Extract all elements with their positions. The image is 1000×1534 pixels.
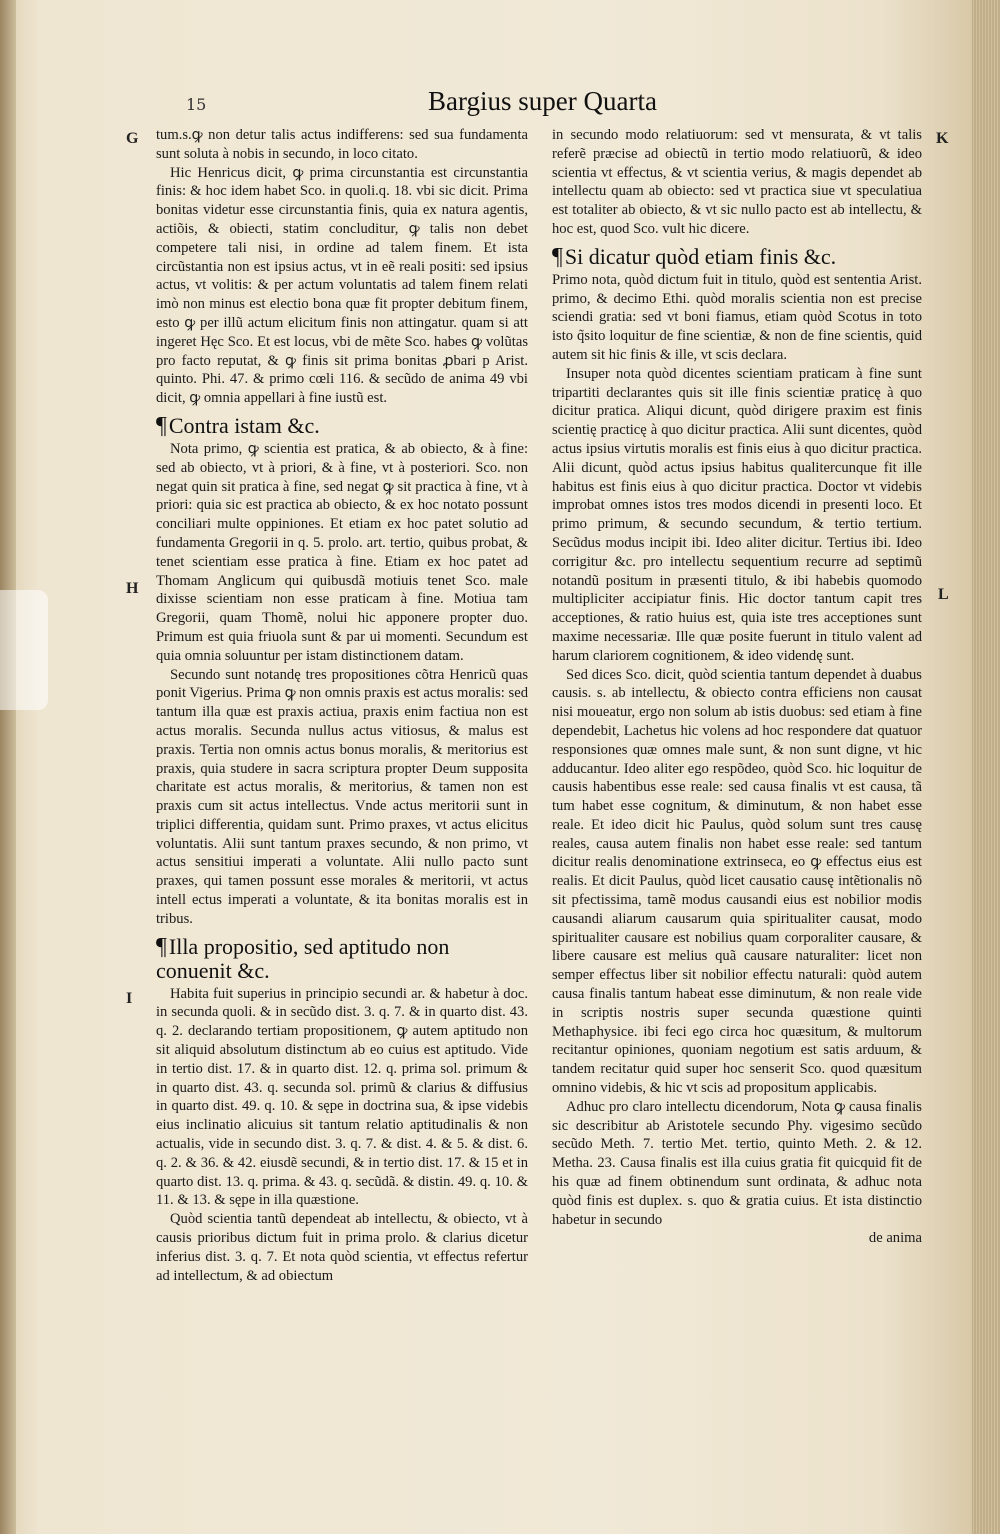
paragraph: tum.s.ꝙ non detur talis actus indifferens: sed sua fundamenta sunt soluta à nobis in secundo, in loco citato. (156, 127, 528, 162)
pilcrow-icon: ¶ (156, 412, 167, 439)
paragraph: in secundo modo relatiuorum: sed vt mensurata, & vt talis referẽ præcise ad obiectũ in tertio modo relatiuorũ, & ideo scientia vt effectus, & vt scientia verius, & magis dependet ab intellectu quam ab obiecto: sed vt practica siue vt speculatiua est totaliter ab obiecto, & vt sic nullo pacto est ab intellectu, & hoc est, quod Sco. vult hic dicere. (552, 127, 922, 237)
margin-letter: G (126, 130, 139, 147)
paragraph: Nota primo, ꝙ scientia est pratica, & ab obiecto, & à fine: sed ab obiecto, vt à priori, & à fine, vt à posteriori. Sco. non negat quin sit pratica à fine, sed negat ꝙ sit practica à fine, vt à priori: quia sic est practica ab obiecto, & ex hoc notato possunt conciliari multe oppiniones. Et etiam ex hoc patet solutio ad fundamenta Gregorii in q. 5. prolo. art. tertio, quibus probat, & tenet scientiam esse pratica à fine. Etiam ex hoc patet ad Thomam Anglicum qui quibusdã motiuis tenet Sco. male dixisse scientiam non esse praticam à fine. Motiua tam Gregorii, quam Thomẽ, nolui hic apponere propter duo. Primum est quia friuola sunt & par ui momenti. Secundum est quia omnia soluuntur per istam distinctionem datam. (156, 440, 528, 664)
folio-number: 15 (186, 95, 207, 114)
paragraph: Hic Henricus dicit, ꝙ prima circunstantia est circunstantia finis: & hoc idem habet Sco. in quoli.q. 18. vbi sic dicit. Prima bonitas videtur esse circunstantia finis, quia ex natura agentis, actiõis, & obiecti, statim concluditur, ꝙ talis non debet competere tali nisi, in ordine ad talem finem. Et ista circũstantia non est ipsius actus, vt in eẽ reali positi: sed ipsius actus, vt volitis: & per actum voluntatis ad talem finem relati imò non minus est electio bona quæ fit propter debitum finem, esto ꝙ per illũ actum elicitum finis non attingatur. quam si att ingeret Hęc Sco. Et est locus, vbi de mẽte Sco. habes ꝙ volũtas pro facto reputat, & ꝙ finis sit prima bonitas ꝓbari p Arist. quinto. Phi. 47. & primo cœli 116. & secũdo de anima 49 vbi dicit, ꝙ omnia appellari à fine iustũ est. (156, 164, 528, 407)
page-edges (972, 0, 1000, 1534)
section-heading: ¶Contra istam &c. (156, 412, 320, 439)
catchword: de anima (868, 1230, 922, 1247)
running-head: Bargius super Quarta (428, 86, 657, 116)
section-heading: ¶Si dicatur quòd etiam finis &c. (552, 243, 837, 270)
paragraph: Sed dices Sco. dicit, quòd scientia tantum dependet à duabus causis. s. ab intellectu, & obiecto contra efficiens non causat nisi moueatur, ergo non solum ab istis duobus: sed etiam à fine dependebit, Lachetus hic volens ad hoc respondere dat quatuor responsiones quæ omnes male sunt, & non sunt digne, vt hic adducantur. Ideo aliter ego respõdeo, quòd Sco. hic loquitur de causis habentibus esse reale: sed causa finalis vt est causa, tã tum habet esse cognitum, & diminutum, & non habet esse reale. Et ideo dicit hic Paulus, quòd solum sunt tres causę reales, causa autem finalis non habet esse reale: sed tantum dicitur realis denominatione extrinseca, eo ꝙ effectus eius est realis. Et dicit Paulus, quòd licet causatio causę intẽtionalis nõ sit pfectissima, tamẽ modus causandi eius est nobilior modis causandi aliarum causarum quia spiritualiter causat, modo spiritualiter causare est nobilius quam corporaliter causare, & libere causare est melius quã causare naturaliter: licet non semper effectus liber sit nobilior effectu naturali: quòd autem causa finalis tantum habeat esse diminutum, & non reale vide in scriptis nostris super secunda quæstione quinti Methaphysice. ibi feci ego circa hoc quæsitum, & multorum recitantur opiniones, quoniam negotium est satis arduum, & tandem recitatur quid super hoc senserit Sco. quod quæsitum omnino videbis, & hic vt scis ad propositum applicabis. (552, 666, 922, 1097)
margin-letter: I (126, 990, 133, 1007)
left-column (156, 126, 528, 1285)
book-spine (0, 0, 16, 1534)
margin-letter: K (936, 130, 949, 147)
pilcrow-icon: ¶ (156, 933, 167, 960)
margin-letter: L (938, 586, 949, 603)
paragraph: Primo nota, quòd dictum fuit in titulo, quòd est sententia Arist. primo, & decimo Ethi. quòd moralis scientia non est precise sciendi gratia: sed vt boni fiamus, etiam quòd Scotus in toto isto q̃sito loquitur de fine scientiæ, & non de fine scientis, quid autem sit hic finis & ille, vt scis declara. (552, 271, 922, 363)
paragraph: Adhuc pro claro intellectu dicendorum, Nota ꝙ causa finalis sic describitur ab Aristotele secundo Phy. vigesimo secũdo secũdo Meth. 7. tertio Met. tertio, quinto Meth. 2. & 12. Metha. 23. Causa finalis est illa cuius gratia fit quicquid fit de his quæ ad finem obtinendum sunt ordinata, & adhuc nota quòd finis est duplex. s. quo & gratia cuius. Et ista distinctio habetur in secundo (552, 1098, 922, 1228)
right-column (552, 126, 922, 1248)
pilcrow-icon: ¶ (552, 243, 563, 270)
margin-letter: H (126, 580, 139, 597)
paragraph: Insuper nota quòd dicentes scientiam praticam à fine sunt tripartiti declarantes quis sit ille finis scientiæ praticę à quo dicitur pratica. Aliqui dicunt, quòd dirigere praxim est finis scientię practicę à quo dicitur practica. Alii sunt dicentes, quòd actus ipsius virtutis moralis est finis eius à quo dicitur practica. Alii dicunt, quòd actus ipsius habitus qualitercunque fit ille habitus est finis eius à quo dicitur practica. Doctor vt videbis improbat omnes istos tres modos dicendi in presenti loco. Et primo primum, & secundo secundum, & tertio tertium. Secũdus modus incipit ibi. Ideo aliter dicitur. Tertius ibi. Ideo corrigitur &c. pro intellectu sequentium recurre ad septimũ notandũ positum in præsenti titulo, & ibi habebis quomodo multipliciter accipiatur finis. Hic doctor tantum capit tres acceptiones, & ratio huius est, quia iste tres acceptiones sunt maxime necessariæ. Ille quæ posite fuerunt in titulo valent ad harum clariorem cognitionem, & ideo videndę sunt. (552, 365, 922, 664)
paragraph: Secundo sunt notandę tres propositiones cõtra Henricũ quas ponit Vigerius. Prima ꝙ non omnis praxis est actus moralis: sed tantum illa quæ est praxis actiua, praxis enim factiua non est actus moralis. Secunda nullus actus vitiosus, & malus est praxis. Tertia non omnis actus bonus moralis, & meritorius est praxis, quia studere in sacra scriptura propter Deum supposita charitate est actus moralis, & meritorius, & tamen non est praxis cum sit actus intellectus. Vnde actus meritorii sunt in triplici differentia, quidam sunt. Primo praxes, vt actus elicitus voluntatis. Alii sunt tantum praxes secundo, & non primo, vt actus sensitiui imperati a voluntate. Alii nullo pacto sunt praxes, qui tamen possunt esse morales & meritorii, vt actus intell ectus imperati a voluntate, & ita bonitas moralis est in tribus. (156, 666, 528, 927)
section-heading: ¶Illa propositio, sed aptitudo non conuenit &c. (156, 933, 450, 983)
page-tab-shadow (0, 590, 48, 710)
paragraph: Habita fuit superius in principio secundi ar. & habetur à doc. in secunda quoli. & in secũdo dist. 3. q. 7. & in quarto dist. 43. q. 2. declarando tertiam propositionem, ꝙ autem aptitudo non sit aliquid absolutum distinctum ab eo cuius est aptitudo. Vide in tertio dist. 17. & in quarto dist. 12. q. prima sol. primum & in quarto dist. 43. q. secunda sol. primũ & clarius & diffusius in quarto dist. 49. q. 10. & sępe in doctrina sua, & ipse videbis eius inclinatio alicuius sit tantum relatio aptitudinalis & non actualis, vide in secundo dist. 3. q. 7. & dist. 4. & 5. & dist. 6. q. 2. & 36. & 42. eiusdẽ secundi, & in tertio dist. 17. & 15 et in quarto dist. 13. q. prima. & 43. q. secũdã. & distin. 49. q. 10. & 11. & 13. & sępe in illa quæstione. (156, 985, 528, 1209)
paragraph: Quòd scientia tantũ dependeat ab intellectu, & obiecto, vt à causis prioribus dictum fuit in prima prolo. & clarius dicetur inferius dist. 3. q. 7. Et nota quòd scientia, vt effectus refertur ad intellectum, & ad obiectum (156, 1211, 528, 1284)
